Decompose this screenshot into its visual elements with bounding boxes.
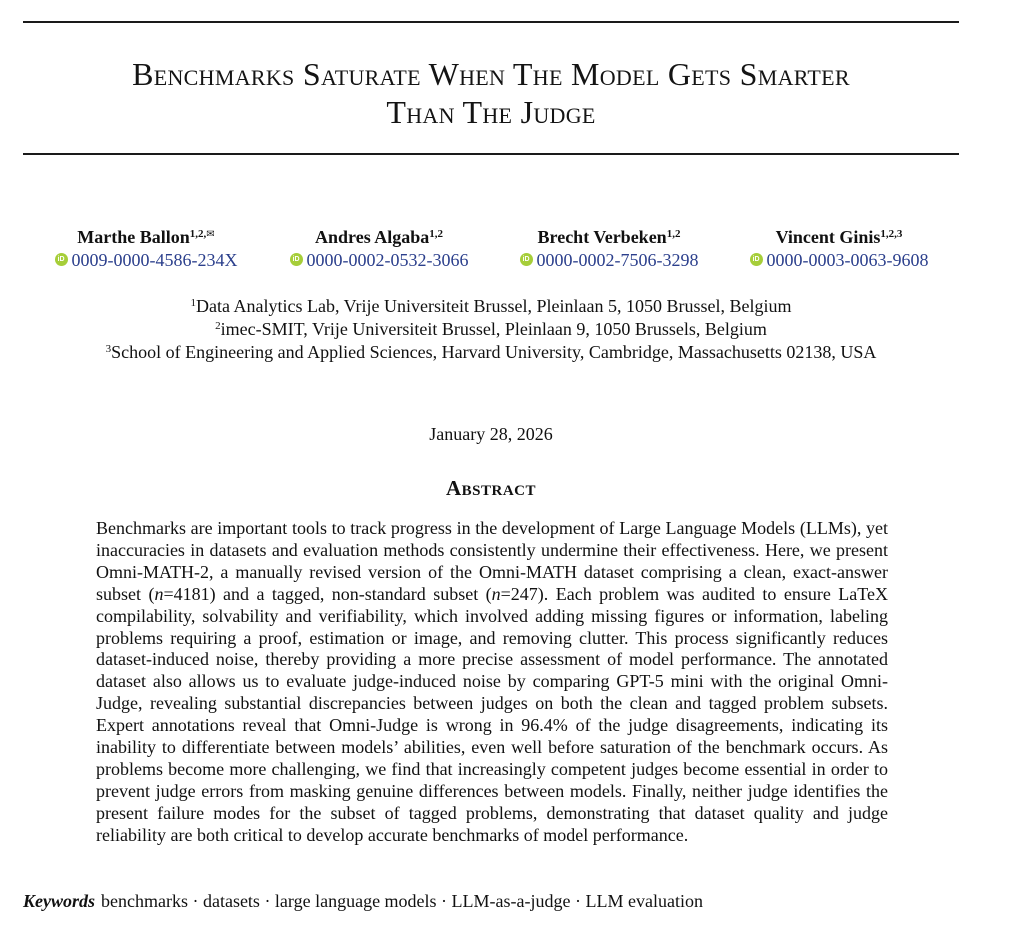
orcid-link[interactable] <box>290 249 469 271</box>
orcid-id: 0009-0000-4586-234X <box>71 249 238 270</box>
author-affiliation-marks: 1,2,3 <box>880 228 903 240</box>
orcid-id: 0000-0002-0532-3066 <box>306 249 469 270</box>
orcid-id: 0000-0003-0063-9608 <box>766 249 929 270</box>
top-rule <box>23 21 959 23</box>
bottom-rule <box>23 153 959 155</box>
affiliation-line: $^2$imec-SMIT, Vrije Universiteit Brussel, Pleinlaan 9, 1050 Brussels, Belgium <box>215 319 767 339</box>
orcid-icon: iD <box>520 253 533 266</box>
title-line-1: Benchmarks Saturate When The Model Gets Smarter <box>132 56 850 92</box>
author-name: Marthe Ballon <box>77 227 190 247</box>
affiliation-line: $^3$School of Engineering and Applied Sciences, Harvard University, Cambridge, Massachusetts 02138, USA <box>105 342 877 362</box>
paper-title <box>23 55 959 131</box>
abstract-text: Benchmarks are important tools to track progress in the development of Large Language Models (LLMs), yet inaccuracies in datasets and evaluation methods consistently undermine their effectiveness. Here, we present Omni-MATH-2, a manually revised version of the Omni-MATH dataset comprising a clean, exact-answer subset (n=4181) and a tagged, non-standard subset (n=247). Each problem was audited to ensure LaTeX compilability, solvability and verifiability, which involved adding missing figures or information, labeling problems requiring a proof, estimation or image, and removing clutter. This process significantly reduces dataset-induced noise, thereby providing a more precise assessment of model performance. The annotated dataset also allows us to evaluate judge-induced noise by comparing GPT-5 mini with the original Omni-Judge, revealing substantial discrepancies between judges on both the clean and tagged problem subsets. Expert annotations reveal that Omni-Judge is wrong in 96.4% of the judge disagreements, indicating its inability to differentiate between models’ abilities, even well before saturation of the benchmark occurs. As problems become more challenging, we find that increasingly competent judges become essential in order to prevent judge errors from masking genuine differences between models. Finally, neither judge identifies the present failure modes for the subset of tagged problems, demonstrating that dataset quality and judge reliability are both critical to develop accurate benchmarks of model performance. <box>96 518 888 845</box>
orcid-link[interactable] <box>750 249 929 271</box>
author-affiliation-marks: 1,2 <box>666 228 681 240</box>
author-block <box>281 226 477 271</box>
orcid-link[interactable] <box>55 249 238 271</box>
author-name: Brecht Verbeken <box>537 227 667 247</box>
envelope-icon[interactable]: ✉ <box>206 229 215 240</box>
author-name: Andres Algaba <box>315 227 430 247</box>
affiliation-line: $^1$Data Analytics Lab, Vrije Universiteit Brussel, Pleinlaan 5, 1050 Brussel, Belgium <box>190 296 792 316</box>
author-list <box>0 226 1033 276</box>
keywords-label: Keywords <box>23 891 95 911</box>
publication-date: January 28, 2026 <box>429 424 553 444</box>
title-line-2: Than The Judge <box>386 94 596 130</box>
orcid-icon: iD <box>290 253 303 266</box>
keywords-line <box>23 889 983 913</box>
abstract-heading: Abstract <box>445 476 537 500</box>
affiliations <box>0 295 982 364</box>
author-block <box>45 226 247 271</box>
orcid-icon: iD <box>750 253 763 266</box>
author-block <box>510 226 708 271</box>
author-name: Vincent Ginis <box>775 227 881 247</box>
orcid-link[interactable] <box>520 249 699 271</box>
author-block <box>740 226 938 271</box>
orcid-icon: iD <box>55 253 68 266</box>
author-affiliation-marks: 1,2 <box>429 228 443 240</box>
keywords-list: benchmarks · datasets · large language models · LLM-as-a-judge · LLM evaluation <box>101 891 703 911</box>
orcid-id: 0000-0002-7506-3298 <box>536 249 699 270</box>
author-affiliation-marks: 1,2, <box>189 228 207 240</box>
